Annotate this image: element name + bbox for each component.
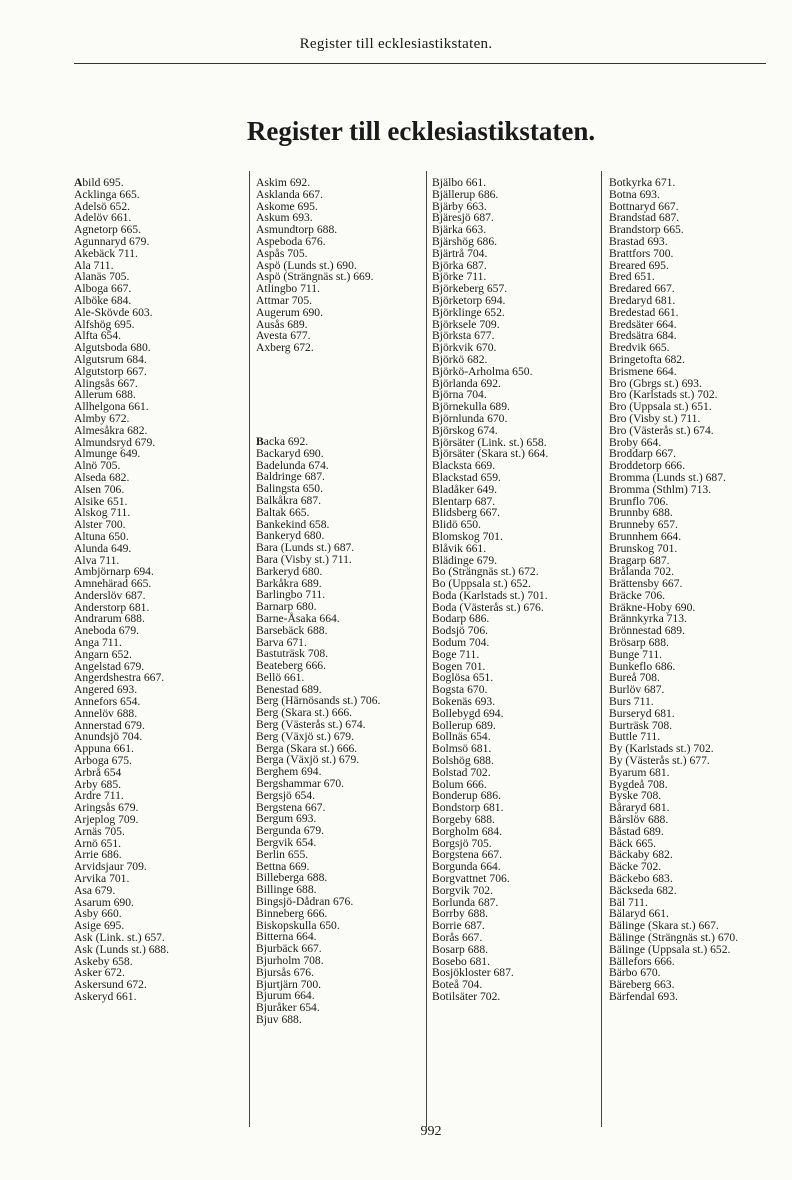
index-entry: Brunnhem 664. <box>609 529 682 543</box>
index-entry: Breared 695. <box>609 258 669 272</box>
index-entry: Alanäs 705. <box>74 270 130 284</box>
index-entry: Brismene 664. <box>609 364 677 378</box>
index-entry: Askim 692. <box>256 176 311 189</box>
index-entry: Angerdshestra 667. <box>74 671 165 685</box>
index-entry: Barnarp 680. <box>256 600 317 614</box>
index-entry: By (Karlstads st.) 702. <box>609 742 714 756</box>
index-entry: Björklinge 652. <box>432 305 505 319</box>
index-entry: Asker 672. <box>74 966 125 980</box>
index-entry: Brålanda 702. <box>609 565 675 579</box>
index-entry: Bjursås 676. <box>256 965 314 979</box>
index-entry: Bo (Uppsala st.) 652. <box>432 577 531 591</box>
index-entry: Algutsboda 680. <box>74 341 151 355</box>
index-entry: Arvidsjaur 709. <box>74 860 147 874</box>
index-entry: Bjuv 688. <box>256 1013 302 1026</box>
index-entry: Bara (Visby st.) 711. <box>256 552 352 566</box>
index-entry: Arjeplog 709. <box>74 813 139 827</box>
index-entry: Bredestad 661. <box>609 305 679 319</box>
index-entry: Bjäresjö 687. <box>432 211 494 225</box>
index-entry: Bosebo 681. <box>432 954 490 968</box>
index-entry: Alsike 651. <box>74 494 128 508</box>
index-entry: Bastuträsk 708. <box>256 647 329 661</box>
index-entry: Anderstorp 681. <box>74 600 150 614</box>
index-entry: Backa 692. <box>256 434 309 448</box>
index-entry: Algutstorp 667. <box>74 364 147 378</box>
index-entry: Borrie 687. <box>432 919 485 933</box>
index-entry: Boglösa 651. <box>432 671 494 685</box>
index-entry: Barlingbo 711. <box>256 588 326 602</box>
index-entry: Bro (Visby st.) 711. <box>609 411 701 425</box>
index-entry: Brännkyrka 713. <box>609 612 687 626</box>
index-entry: Aringsås 679. <box>74 801 139 815</box>
index-entry: Berg (Växjö st.) 679. <box>256 729 354 743</box>
index-entry: Botilsäter 702. <box>432 989 501 1003</box>
index-entry: Ardre 711. <box>74 789 124 803</box>
index-entry: Acklinga 665. <box>74 187 140 201</box>
index-entry: Aspeboda 676. <box>256 234 326 248</box>
index-entry: Bladåker 649. <box>432 482 498 496</box>
index-entry: Blentarp 687. <box>432 494 496 508</box>
index-entry: Bunkeflo 686. <box>609 659 676 673</box>
index-entry: Bro (Karlstads st.) 702. <box>609 388 718 402</box>
index-entry: Balingsta 650. <box>256 482 323 496</box>
index-entry: Bäcke 702. <box>609 860 662 874</box>
index-entry: Berg (Västerås st.) 674. <box>256 718 366 732</box>
index-entry: Alunda 649. <box>74 541 132 555</box>
index-entry: Björketorp 694. <box>432 293 506 307</box>
index-entry: Blåvik 661. <box>432 541 487 555</box>
index-entry: Blidsberg 667. <box>432 506 501 520</box>
index-entry: Bred 651. <box>609 270 655 284</box>
index-entry: Arnäs 705. <box>74 824 125 838</box>
index-entry: Brunnby 688. <box>609 506 673 520</box>
index-entry: Binneberg 666. <box>256 906 328 920</box>
index-entry: Baldringe 687. <box>256 470 325 484</box>
index-entry: Bergvik 654. <box>256 836 317 850</box>
index-entry: Björlanda 692. <box>432 376 501 390</box>
index-entry: Bondstorp 681. <box>432 801 504 815</box>
index-entry: Ambjörnarp 694. <box>74 565 154 579</box>
index-entry: Berga (Skara st.) 666. <box>256 741 358 755</box>
index-entry: Bingsjö-Dådran 676. <box>256 895 354 909</box>
index-entry: Brunflo 706. <box>609 494 669 508</box>
index-entry: Alfta 654. <box>74 329 122 343</box>
index-entry: Bäckseda 682. <box>609 883 677 897</box>
index-entry: Askome 695. <box>256 199 318 213</box>
index-entry: Båraryd 681. <box>609 801 670 815</box>
index-entry: Bonderup 686. <box>432 789 501 803</box>
index-entry: Bjärtrå 704. <box>432 246 488 260</box>
index-entry: Angered 693. <box>74 683 138 697</box>
index-entry: Bolstad 702. <box>432 765 491 779</box>
index-entry: Borlunda 687. <box>432 895 499 909</box>
index-entry: Bolshög 688. <box>432 754 494 768</box>
index-entry: Bro (Uppsala st.) 651. <box>609 400 712 414</box>
index-entry: Bogsta 670. <box>432 683 488 697</box>
index-entry: Björka 687. <box>432 258 487 272</box>
index-entry: Algutsrum 684. <box>74 352 147 366</box>
index-entry: Boda (Västerås st.) 676. <box>432 600 544 614</box>
index-entry: Anderslöv 687. <box>74 588 146 602</box>
index-entry: Björksta 677. <box>432 329 495 343</box>
index-entry: Arboga 675. <box>74 754 132 768</box>
index-entry: Bjällerup 686. <box>432 187 499 201</box>
section-gap <box>256 354 380 436</box>
index-entry: Annerstad 679. <box>74 718 145 732</box>
index-entry: Borgvattnet 706. <box>432 872 510 886</box>
index-entry: Berghem 694. <box>256 765 322 779</box>
index-entry: Attmar 705. <box>256 293 313 307</box>
index-entry: Ausås 689. <box>256 317 308 331</box>
index-entry: Broddetorp 666. <box>609 459 685 473</box>
index-entry: Aspö (Strängnäs st.) 669. <box>256 270 374 284</box>
index-entry: Agnetorp 665. <box>74 223 141 237</box>
index-entry: Bjurum 664. <box>256 989 315 1003</box>
index-entry: Bollebygd 694. <box>432 706 504 720</box>
index-entry: Botna 693. <box>609 187 660 201</box>
index-entry: Boda (Karlstads st.) 701. <box>432 588 548 602</box>
index-entry: Askeryd 661. <box>74 989 137 1003</box>
index-entry: Borgeby 688. <box>432 813 495 827</box>
index-entry: Alseda 682. <box>74 470 130 484</box>
index-entry: Ask (Lunds st.) 688. <box>74 942 170 956</box>
index-entry: Alingsås 667. <box>74 376 138 390</box>
index-entry: Björksele 709. <box>432 317 500 331</box>
index-entry: Borgsjö 705. <box>432 836 492 850</box>
index-entry: Anga 711. <box>74 636 122 650</box>
index-entry: Byarum 681. <box>609 765 670 779</box>
index-entry: Björkvik 670. <box>432 341 497 355</box>
index-entry: Allhelgona 661. <box>74 400 149 414</box>
index-entry: Alnö 705. <box>74 459 121 473</box>
index-entry: Bäckaby 682. <box>609 848 673 862</box>
index-entry: Brunskog 701. <box>609 541 678 555</box>
index-entry: Brättensby 667. <box>609 577 683 591</box>
index-entry: Bärbo 670. <box>609 966 661 980</box>
index-entry: Asmundtorp 688. <box>256 223 338 237</box>
index-entry: Anundsjö 704. <box>74 730 143 744</box>
index-entry: Asklanda 667. <box>256 187 323 201</box>
index-entry: Bäreberg 663. <box>609 978 675 992</box>
index-entry: Bosjökloster 687. <box>432 966 514 980</box>
index-entry: Brunneby 657. <box>609 518 678 532</box>
index-entry: Bjuråker 654. <box>256 1001 320 1015</box>
index-entry: Bara (Lunds st.) 687. <box>256 541 355 555</box>
index-entry: Bygdeå 708. <box>609 777 668 791</box>
index-entry: Arbrå 654 <box>74 765 122 779</box>
index-entry: Abild 695. <box>74 176 124 189</box>
index-entry: Bjärby 663. <box>432 199 487 213</box>
index-entry: Bro (Gbrgs st.) 693. <box>609 376 702 390</box>
index-entry: Broddarp 667. <box>609 447 676 461</box>
index-entry: Alboga 667. <box>74 282 132 296</box>
column-rule-2 <box>426 171 427 1127</box>
index-entry: Bräcke 706. <box>609 588 666 602</box>
index-entry: Almunge 649. <box>74 447 141 461</box>
index-entry: Ala 711. <box>74 258 114 272</box>
index-entry: Björskog 674. <box>432 423 498 437</box>
index-entry: Bredvik 665. <box>609 341 670 355</box>
index-column-3 <box>432 177 548 1003</box>
index-entry: Berg (Skara st.) 666. <box>256 706 353 720</box>
index-entry: Blacksta 669. <box>432 459 496 473</box>
index-entry: Blackstad 659. <box>432 470 501 484</box>
index-entry: Alfshög 695. <box>74 317 135 331</box>
index-entry: Agunnaryd 679. <box>74 234 150 248</box>
index-entry: Broby 664. <box>609 435 662 449</box>
index-entry: Askeby 658. <box>74 954 133 968</box>
header-rule <box>74 63 766 64</box>
index-entry: Benestad 689. <box>256 682 322 696</box>
index-entry: Buttle 711. <box>609 730 661 744</box>
index-entry: Adelöv 661. <box>74 211 132 225</box>
index-entry: Bodum 704. <box>432 636 490 650</box>
index-entry: Almundsryd 679. <box>74 435 156 449</box>
index-entry: Björkeberg 657. <box>432 282 508 296</box>
index-entry: Brastad 693. <box>609 234 668 248</box>
index-entry: Björke 711. <box>432 270 487 284</box>
index-entry: Alböke 684. <box>74 293 132 307</box>
index-entry: Alsen 706. <box>74 482 125 496</box>
index-entry: Augerum 690. <box>256 305 323 319</box>
index-entry: Barne-Åsaka 664. <box>256 611 340 625</box>
index-entry: Balkåkra 687. <box>256 493 322 507</box>
index-entry: Bräkne-Hoby 690. <box>609 600 696 614</box>
index-entry: By (Västerås st.) 677. <box>609 754 710 768</box>
index-entry: Bäl 711. <box>609 895 648 909</box>
index-entry: Bitterna 664. <box>256 930 317 944</box>
index-entry: Björna 704. <box>432 388 487 402</box>
index-entry: Bolmsö 681. <box>432 742 492 756</box>
index-entry: Ale-Skövde 603. <box>74 305 153 319</box>
index-entry: Barsebäck 688. <box>256 623 328 637</box>
index-entry: Borås 667. <box>432 931 483 944</box>
index-entry: Askum 693. <box>256 211 313 225</box>
index-entry: Bäckebo 683. <box>609 872 673 886</box>
index-entry: Badelunda 674. <box>256 458 329 472</box>
index-entry: Backaryd 690. <box>256 446 324 460</box>
index-entry: Botkyrka 671. <box>609 176 676 189</box>
index-entry: Angelstad 679. <box>74 659 145 673</box>
index-entry: Björsäter (Link. st.) 658. <box>432 435 547 449</box>
index-entry: Bredsäter 664. <box>609 317 677 331</box>
index-entry: Bergum 693. <box>256 812 317 826</box>
index-entry: Billinge 688. <box>256 883 317 897</box>
index-entry: Bjälbo 661. <box>432 176 487 189</box>
index-entry: Aneboda 679. <box>74 624 140 638</box>
index-entry: Alva 711. <box>74 553 120 567</box>
index-entry: Almby 672. <box>74 411 130 425</box>
index-entry: Bredaryd 681. <box>609 293 676 307</box>
index-entry: Bjurholm 708. <box>256 954 324 968</box>
index-entry: Altuna 650. <box>74 529 129 543</box>
index-entry: Bergstena 667. <box>256 800 326 814</box>
index-entry: Barkåkra 689. <box>256 576 322 590</box>
index-entry: Andrarum 688. <box>74 612 145 626</box>
index-entry: Bogen 701. <box>432 659 486 673</box>
column-rule-1 <box>249 171 250 1127</box>
index-entry: Bromma (Lunds st.) 687. <box>609 470 726 484</box>
index-entry: Bottnaryd 667. <box>609 199 679 213</box>
index-entry: Bäck 665. <box>609 836 657 850</box>
index-entry: Avesta 677. <box>256 329 311 343</box>
index-entry: Angarn 652. <box>74 647 132 661</box>
index-entry: Arrie 686. <box>74 848 122 862</box>
index-entry: Bälinge (Uppsala st.) 652. <box>609 942 731 956</box>
index-entry: Bjärshög 686. <box>432 234 498 248</box>
index-entry: Bo (Strängnäs st.) 672. <box>432 565 539 579</box>
index-entry: Almesåkra 682. <box>74 423 148 437</box>
index-entry: Bro (Västerås st.) 674. <box>609 423 714 437</box>
index-entry: Björkö 682. <box>432 352 488 366</box>
index-entry: Boge 711. <box>432 647 480 661</box>
index-entry: Annefors 654. <box>74 695 141 709</box>
index-column-1 <box>74 177 169 1003</box>
index-entry: Arnö 651. <box>74 836 122 850</box>
index-entry: Brandstorp 665. <box>609 223 684 237</box>
index-entry: Bälinge (Skara st.) 667. <box>609 919 719 933</box>
index-entry: Berg (Härnösands st.) 706. <box>256 694 381 708</box>
index-entry: Bredsätra 684. <box>609 329 677 343</box>
index-entry: Borrby 688. <box>432 907 489 921</box>
index-entry: Axberg 672. <box>256 341 314 355</box>
index-entry: Bjärka 663. <box>432 223 487 237</box>
index-entry: Boteå 704. <box>432 978 483 992</box>
index-entry: Bälaryd 661. <box>609 907 669 921</box>
index-entry: Akebäck 711. <box>74 246 138 260</box>
index-entry: Borgholm 684. <box>432 824 502 838</box>
index-entry: Brösarp 688. <box>609 636 669 650</box>
index-entry: Bjurbäck 667. <box>256 942 322 956</box>
index-entry: Asige 695. <box>74 919 125 933</box>
index-entry: Askersund 672. <box>74 978 147 992</box>
index-entry: Bettna 669. <box>256 859 310 873</box>
index-entry: Båstad 689. <box>609 824 664 838</box>
index-entry: Alster 700. <box>74 518 126 532</box>
index-entry: Borgvik 702. <box>432 883 493 897</box>
index-entry: Burträsk 708. <box>609 718 673 732</box>
index-column-2 <box>256 177 380 1026</box>
index-entry: Bergshammar 670. <box>256 777 345 791</box>
index-entry: Aspås 705. <box>256 246 308 260</box>
index-entry: Björkö-Arholma 650. <box>432 364 533 378</box>
index-entry: Bergunda 679. <box>256 824 325 838</box>
page-number: 992 <box>420 1124 442 1139</box>
index-entry: Borgunda 664. <box>432 860 501 874</box>
index-entry: Bunge 711. <box>609 647 663 661</box>
index-entry: Alskog 711. <box>74 506 131 520</box>
index-entry: Bälinge (Strängnäs st.) 670. <box>609 931 739 944</box>
index-entry: Asa 679. <box>74 883 116 897</box>
index-entry: Barva 671. <box>256 635 307 649</box>
index-entry: Byske 708. <box>609 789 662 803</box>
index-entry: Bringetofta 682. <box>609 352 685 366</box>
index-entry: Bredared 667. <box>609 282 675 296</box>
index-entry: Amnehärad 665. <box>74 577 152 591</box>
index-entry: Björnekulla 689. <box>432 400 510 414</box>
index-entry: Barkeryd 680. <box>256 564 323 578</box>
index-entry: Brönnestad 689. <box>609 624 685 638</box>
index-entry: Bellö 661. <box>256 670 305 684</box>
index-entry: Björnlunda 670. <box>432 411 508 425</box>
index-entry: Baltak 665. <box>256 505 310 519</box>
index-entry: Bjurtjärn 700. <box>256 977 322 991</box>
index-entry: Bollnäs 654. <box>432 730 491 744</box>
index-entry: Allerum 688. <box>74 388 136 402</box>
index-entry: Burseryd 681. <box>609 706 675 720</box>
index-entry: Asby 660. <box>74 907 122 921</box>
index-entry: Berlin 655. <box>256 847 309 861</box>
index-entry: Annelöv 688. <box>74 706 138 720</box>
page-title: Register till ecklesiastikstaten. <box>246 116 596 146</box>
index-entry: Bårslöv 688. <box>609 813 669 827</box>
index-entry: Bällefors 666. <box>609 954 675 968</box>
index-entry: Biskopskulla 650. <box>256 918 340 932</box>
index-entry: Brandstad 687. <box>609 211 680 225</box>
index-entry: Blidö 650. <box>432 518 481 532</box>
index-entry: Bodsjö 706. <box>432 624 489 638</box>
index-entry: Bodarp 686. <box>432 612 490 626</box>
index-entry: Aspö (Lunds st.) 690. <box>256 258 357 272</box>
index-entry: Bokenäs 693. <box>432 695 496 709</box>
running-head: Register till ecklesiastikstaten. <box>299 36 493 52</box>
index-entry: Berga (Växjö st.) 679. <box>256 753 360 767</box>
index-entry: Appuna 661. <box>74 742 134 756</box>
index-entry: Bankeryd 680. <box>256 529 325 543</box>
index-entry: Bärfendal 693. <box>609 989 678 1003</box>
index-entry: Blädinge 679. <box>432 553 498 567</box>
index-entry: Björsäter (Skara st.) 664. <box>432 447 549 461</box>
index-column-4 <box>609 177 738 1003</box>
index-entry: Blomskog 701. <box>432 529 503 543</box>
index-entry: Atlingbo 711. <box>256 282 320 296</box>
index-entry: Bureå 708. <box>609 671 660 685</box>
index-entry: Beateberg 666. <box>256 659 326 673</box>
index-entry: Billeberga 688. <box>256 871 328 885</box>
column-rule-3 <box>601 171 602 1127</box>
index-entry: Bankekind 658. <box>256 517 330 531</box>
index-entry: Bosarp 688. <box>432 942 489 956</box>
index-entry: Bergsjö 654. <box>256 788 316 802</box>
index-entry: Bolum 666. <box>432 777 487 791</box>
index-entry: Borgstena 667. <box>432 848 502 862</box>
index-entry: Burs 711. <box>609 695 654 709</box>
index-entry: Arvika 701. <box>74 872 130 886</box>
index-entry: Bromma (Sthlm) 713. <box>609 482 712 496</box>
index-entry: Arby 685. <box>74 777 122 791</box>
index-entry: Ask (Link. st.) 657. <box>74 931 165 944</box>
index-entry: Adelsö 652. <box>74 199 131 213</box>
index-entry: Burlöv 687. <box>609 683 665 697</box>
index-entry: Bragarp 687. <box>609 553 670 567</box>
index-entry: Brattfors 700. <box>609 246 674 260</box>
index-entry: Bollerup 689. <box>432 718 496 732</box>
index-entry: Asarum 690. <box>74 895 134 909</box>
